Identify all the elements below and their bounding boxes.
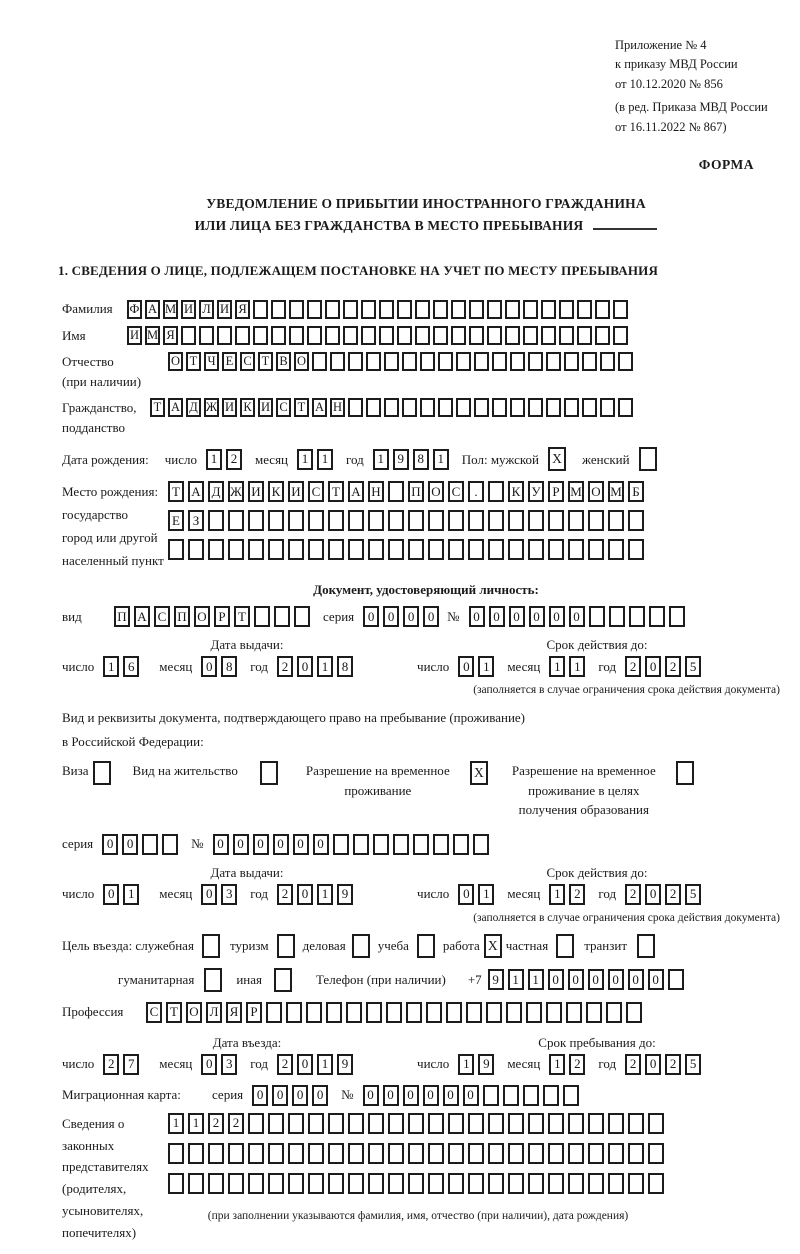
entry-month-cells[interactable]: 0 3 [201, 1054, 241, 1075]
permit-series-row [62, 834, 790, 855]
name-row [62, 326, 790, 346]
visa-checkbox[interactable] [93, 761, 111, 785]
doc-expiry-date: число 0 1 месяц 1 1 год 2 0 2 5 [417, 656, 705, 677]
migration-series-label: серия [212, 1087, 244, 1103]
permit-expiry-footnote: (заполняется в случае ограничения срока действия документа) [473, 911, 780, 924]
purpose-business-label: деловая [302, 937, 346, 953]
doc-dates-row [62, 656, 790, 677]
doc-issue-day-cells[interactable]: 1 6 [103, 656, 143, 677]
purpose-humanitarian-label: гуманитарная [118, 971, 195, 987]
permit-intro: Вид и реквизиты документа, подтверждающего право на пребывание (проживание) в Российской Федерации: [62, 710, 526, 749]
sex-male-checkbox[interactable]: X [548, 447, 566, 471]
purpose-transit-checkbox[interactable] [637, 934, 655, 958]
representatives-cells-row3[interactable] [168, 1173, 668, 1194]
residence-permit-label: Вид на жительство [132, 763, 238, 779]
permit-series-cells[interactable]: 0 0 [102, 834, 182, 855]
temp-residence-edu-checkbox[interactable] [676, 761, 694, 785]
birthdate-row [62, 447, 790, 471]
temp-residence-edu-label: Разрешение на временное проживание в целях получения образования [511, 763, 656, 818]
phone-label: Телефон (при наличии) [315, 971, 446, 987]
purpose-work-label: работа [442, 937, 480, 953]
year-label: год [346, 451, 364, 467]
stay-day-cells[interactable]: 1 9 [458, 1054, 498, 1075]
doc-series-label: серия [323, 609, 355, 625]
migration-number-label: № [341, 1087, 354, 1103]
patronymic-label: Отчество (при наличии) [62, 354, 142, 389]
birthplace-row [62, 481, 790, 572]
header-line: от 16.11.2022 № 867) [615, 119, 727, 134]
name-label: Имя [62, 327, 86, 343]
birthplace-cells-row3[interactable] [168, 539, 648, 560]
doc-type-label: вид [62, 609, 82, 625]
stay-until-label: Срок пребывания до: [538, 1034, 656, 1050]
entry-date-label: Дата въезда: [212, 1034, 282, 1050]
name-cells[interactable]: И М Я [127, 326, 631, 345]
purpose-other-checkbox[interactable] [274, 968, 292, 992]
sex-female-checkbox[interactable] [639, 447, 657, 471]
month-label: месяц [254, 451, 289, 467]
surname-label: Фамилия [62, 301, 113, 317]
migration-number-cells[interactable]: 0 0 0 0 0 0 [363, 1085, 583, 1106]
doc-type-row [62, 606, 790, 627]
representatives-label: Сведения о законных представителях (родителях, усыновителях, попечителях) [62, 1115, 149, 1240]
header-line: Приложение № 4 [615, 38, 707, 52]
permit-issue-day-cells[interactable]: 0 1 [103, 884, 143, 905]
permit-dates-labels: Дата выдачи: Срок действия до: [210, 864, 648, 880]
purpose-business-checkbox[interactable] [352, 934, 370, 958]
purpose-study-label: учеба [377, 937, 409, 953]
purpose-tourism-checkbox[interactable] [277, 934, 295, 958]
permit-issue-year-cells[interactable]: 2 0 1 9 [277, 884, 357, 905]
birthplace-label: Место рождения: государство город или другой населенный пункт [62, 484, 164, 568]
doc-expiry-day-cells[interactable]: 0 1 [458, 656, 498, 677]
stay-month-cells[interactable]: 1 2 [549, 1054, 589, 1075]
title-line-1: УВЕДОМЛЕНИЕ О ПРИБЫТИИ ИНОСТРАННОГО ГРАЖДАНИНА [206, 195, 646, 211]
doc-issue-year-cells[interactable]: 2 0 1 8 [277, 656, 357, 677]
identity-doc-heading: Документ, удостоверяющий личность: [313, 582, 539, 598]
phone-prefix: +7 [467, 971, 482, 987]
phone-cells[interactable]: 9 1 1 0 0 0 0 0 0 [488, 969, 688, 990]
doc-series-cells[interactable]: 0 0 0 0 [363, 606, 443, 627]
migration-card-row [62, 1085, 790, 1106]
purpose-private-label: частная [505, 937, 549, 953]
residence-permit-checkbox[interactable] [260, 761, 278, 785]
patronymic-row [62, 352, 790, 391]
section-1-heading: 1. СВЕДЕНИЯ О ЛИЦЕ, ПОДЛЕЖАЩЕМ ПОСТАНОВКЕ НА УЧЕТ ПО МЕСТУ ПРЕБЫВАНИЯ [58, 263, 659, 279]
permit-expiry-year-cells[interactable]: 2 0 2 5 [625, 884, 705, 905]
entry-day-cells[interactable]: 2 7 [103, 1054, 143, 1075]
purpose-study-checkbox[interactable] [417, 934, 435, 958]
representatives-cells-block [168, 1113, 668, 1222]
birthdate-label: Дата рождения: [62, 451, 149, 467]
header-line: к приказу МВД России [615, 57, 738, 72]
stay-until-date: число 1 9 месяц 1 2 год 2 0 2 5 [417, 1054, 705, 1075]
citizenship-label: Гражданство, подданство [62, 400, 137, 435]
doc-expiry-year-cells[interactable]: 2 0 2 5 [625, 656, 705, 677]
doc-issue-date: число 1 6 месяц 0 8 год 2 0 1 8 [62, 656, 357, 677]
doc-type-cells[interactable]: П А С П О Р Т [114, 606, 314, 627]
day-label: число [164, 451, 197, 467]
migration-card-label: Миграционная карта: [62, 1087, 181, 1103]
entry-dates-row [62, 1054, 790, 1075]
profession-cells[interactable]: С Т О Л Я Р [146, 1002, 646, 1023]
doc-dates-labels [62, 637, 790, 653]
purpose-official-label: Цель въезда: служебная [62, 937, 194, 953]
sex-male-label: Пол: мужской [461, 451, 540, 467]
birthplace-cells-block [168, 481, 648, 560]
purpose-official-checkbox[interactable] [202, 934, 220, 958]
entry-date: число 2 7 месяц 0 3 год 2 0 1 9 [62, 1054, 357, 1075]
header-block [615, 36, 790, 137]
representatives-cells-row2[interactable] [168, 1143, 668, 1164]
visa-label: Виза [62, 763, 89, 779]
expiry-date-label: Срок действия до: [546, 637, 648, 653]
permit-options-row [62, 761, 790, 820]
temp-residence-checkbox[interactable]: X [470, 761, 488, 785]
header-line: от 10.12.2020 № 856 [615, 76, 723, 91]
patronymic-cells[interactable]: О Т Ч Е С Т В О [168, 352, 636, 371]
permit-issue-date: число 0 1 месяц 0 3 год 2 0 1 9 [62, 884, 357, 905]
permit-expiry-day-cells[interactable]: 0 1 [458, 884, 498, 905]
header-line: (в ред. Приказа МВД России [615, 100, 768, 115]
permit-number-cells[interactable]: 0 0 0 0 0 0 [213, 834, 493, 855]
purpose-other-label: иная [236, 971, 262, 987]
document-title [62, 193, 790, 238]
birth-day-cells[interactable]: 1 2 [206, 449, 246, 470]
profession-row [62, 1002, 790, 1023]
title-line-2: ИЛИ ЛИЦА БЕЗ ГРАЖДАНСТВА В МЕСТО ПРЕБЫВАНИЯ [62, 215, 790, 237]
permit-series-label: серия [62, 836, 94, 852]
representatives-block [62, 1113, 790, 1244]
birthplace-cells-row2[interactable]: Е З [168, 510, 648, 531]
temp-residence-label: Разрешение на временное проживание [305, 763, 450, 798]
doc-number-label: № [447, 609, 460, 625]
purpose-humanitarian-checkbox[interactable] [204, 968, 222, 992]
surname-cells[interactable]: Ф А М И Л И Я [127, 300, 631, 319]
birth-month-cells[interactable]: 1 1 [297, 449, 337, 470]
purpose-row [62, 934, 790, 958]
birthplace-cells-row1[interactable]: Т А Д Ж И К И С Т А Н П О С . К У Р М О М Б [168, 481, 648, 502]
doc-expiry-footnote: (заполняется в случае ограничения срока действия документа) [473, 684, 780, 697]
entry-dates-labels [62, 1035, 790, 1051]
doc-expiry-month-cells[interactable]: 1 1 [549, 656, 589, 677]
citizenship-row [62, 398, 790, 437]
permit-expiry-month-cells[interactable]: 1 2 [549, 884, 589, 905]
surname-row [62, 299, 790, 319]
entry-year-cells[interactable]: 2 0 1 9 [277, 1054, 357, 1075]
purpose-private-checkbox[interactable] [556, 934, 574, 958]
blank-underline [593, 228, 657, 230]
citizenship-cells[interactable]: Т А Д Ж И К И С Т А Н [150, 398, 636, 417]
purpose-work-checkbox[interactable]: X [484, 934, 502, 958]
doc-issue-month-cells[interactable]: 0 8 [201, 656, 241, 677]
profession-label: Профессия [62, 1004, 124, 1020]
purpose-transit-label: транзит [584, 937, 628, 953]
sex-female-label: женский [582, 451, 630, 467]
permit-number-label: № [191, 836, 204, 852]
representatives-footnote: (при заполнении указываются фамилия, имя, отчество (при наличии), дата рождения) [207, 1209, 629, 1222]
permit-expiry-date: число 0 1 месяц 1 2 год 2 0 2 5 [417, 884, 705, 905]
permit-dates-row [62, 884, 790, 905]
migration-series-cells[interactable]: 0 0 0 0 [252, 1085, 332, 1106]
purpose-tourism-label: туризм [229, 937, 269, 953]
purpose-row-2 [118, 968, 790, 992]
form-label: ФОРМА [698, 156, 754, 172]
representatives-cells-row1[interactable]: 1 1 2 2 [168, 1113, 668, 1134]
birth-year-cells[interactable]: 1 9 8 1 [373, 449, 453, 470]
doc-number-cells[interactable]: 0 0 0 0 0 0 [469, 606, 689, 627]
stay-year-cells[interactable]: 2 0 2 5 [625, 1054, 705, 1075]
issue-date-label: Дата выдачи: [210, 637, 284, 653]
permit-issue-month-cells[interactable]: 0 3 [201, 884, 241, 905]
